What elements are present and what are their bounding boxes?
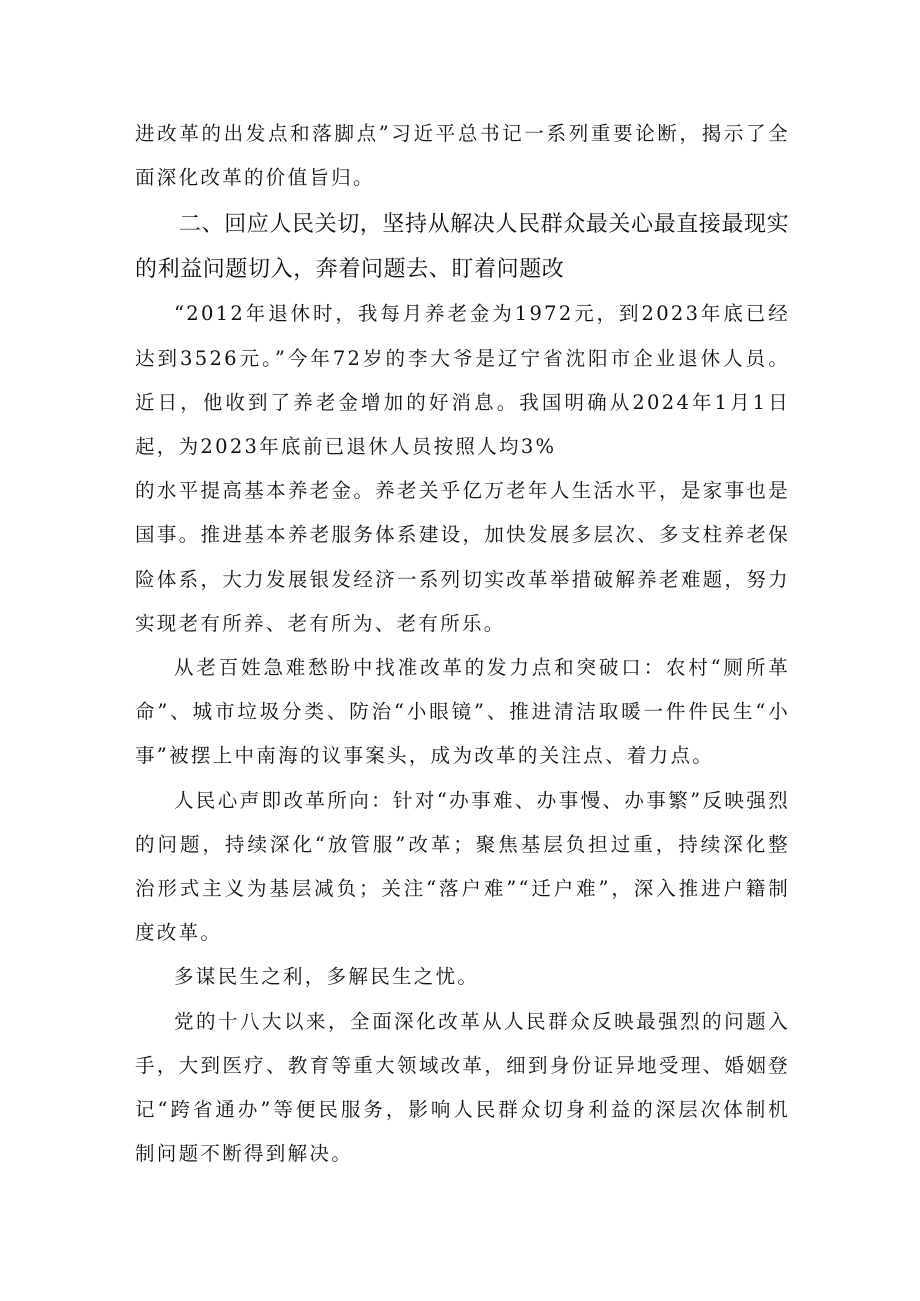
paragraph-since-18th-congress: 党的十八大以来，全面深化改革从人民群众反映最强烈的问题入手，大到医疗、教育等重大领域改革，细到身份证异地受理、婚姻登记“跨省通办”等便民服务，影响人民群众切身利益的深层次体制机制问题不断得到解决。 — [135, 1009, 790, 1166]
paragraph-continuation: 进改革的出发点和落脚点”习近平总书记一系列重要论断，揭示了全面深化改革的价值旨归。 — [135, 122, 790, 190]
paragraph-pension-quote: “2012年退休时，我每月养老金为1972元，到2023年底已经达到3526元。”今年72岁的李大爷是辽宁省沈阳市企业退休人员。近日，他收到了养老金增加的好消息。我国明确从2024年1月1日起，为2023年底前已退休人员按照人均3% — [135, 302, 790, 459]
paragraph-livelihood: 多谋民生之利，多解民生之忧。 — [174, 965, 480, 989]
section-heading: 二、回应人民关切，坚持从解决人民群众最关心最直接最现实的利益问题切入，奔着问题去、盯着问题改 — [135, 212, 790, 283]
paragraph-people-voice: 人民心声即改革所向：针对“办事难、办事慢、办事繁”反映强烈的问题，持续深化“放管服”改革；聚焦基层负担过重，持续深化整治形式主义为基层减负；关注“落户难”“迁户难”，深入推进户籍制度改革。 — [135, 788, 790, 945]
paragraph-pension-continued: 的水平提高基本养老金。养老关乎亿万老年人生活水平，是家事也是国事。推进基本养老服务体系建设，加快发展多层次、多支柱养老保险体系，大力发展银发经济一系列切实改革举措破解养老难题，努力实现老有所养、老有所为、老有所乐。 — [135, 479, 790, 635]
document-body — [135, 112, 790, 1176]
paragraph-reform-focus: 从老百姓急难愁盼中找准改革的发力点和突破口：农村“厕所革命”、城市垃圾分类、防治“小眼镜”、推进清洁取暖一件件民生“小事”被摆上中南海的议事案头，成为改革的关注点、着力点。 — [135, 656, 790, 768]
